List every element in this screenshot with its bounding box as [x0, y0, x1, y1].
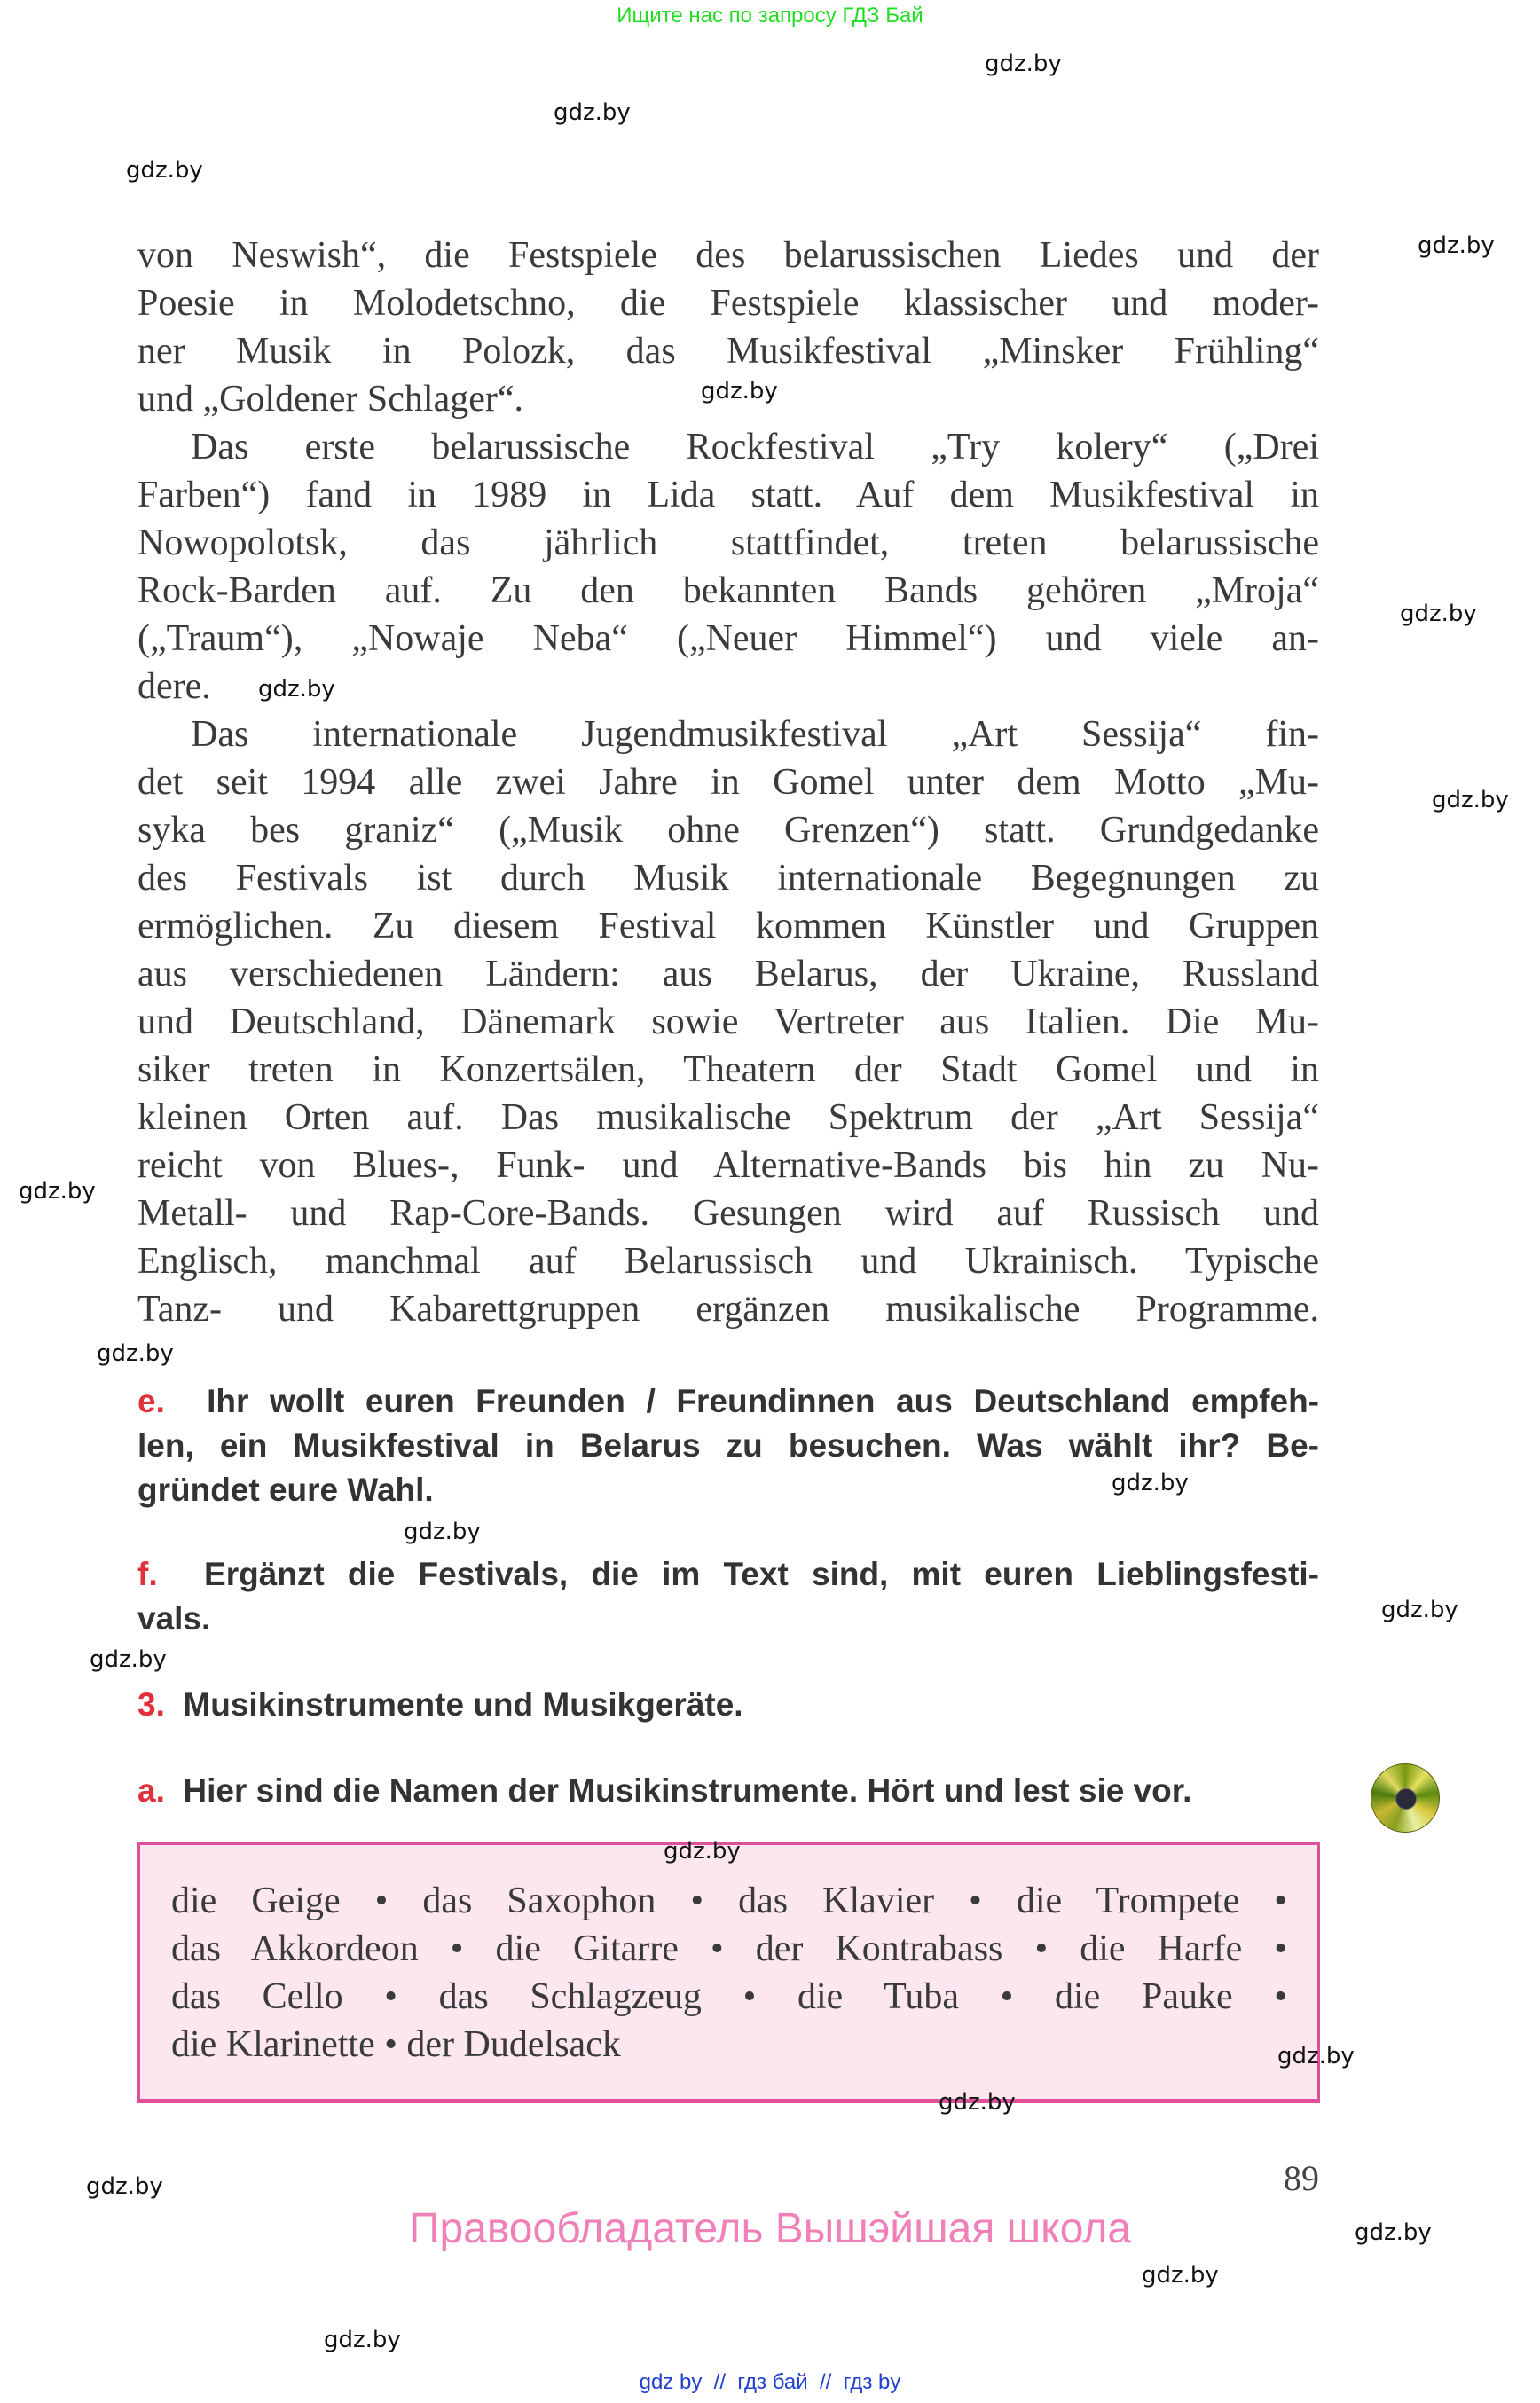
- text-line: siker treten in Konzertsälen, Theatern der Stadt Gomel und in: [138, 1049, 1319, 1090]
- paragraph-3: [138, 711, 1319, 1333]
- task-marker: f.: [138, 1556, 158, 1592]
- footer-links[interactable]: gdz by // гдз бай // гдз by: [639, 2370, 901, 2394]
- text-line: Das erste belarussische Rockfestival „Try kolery“ („Drei: [191, 427, 1319, 467]
- text-line: det seit 1994 alle zwei Jahre in Gomel unter dem Motto „Mu-: [138, 762, 1319, 803]
- text-line: („Traum“), „Nowaje Neba“ („Neuer Himmel“) und viele an-: [138, 618, 1319, 659]
- task-marker: a.: [138, 1772, 165, 1809]
- text-line: Metall- und Rap-Core-Bands. Gesungen wird auf Russisch und: [138, 1193, 1319, 1234]
- watermark: gdz.by: [19, 1178, 96, 1205]
- watermark: gdz.by: [258, 676, 335, 703]
- text-line: Nowopolotsk, das jährlich stattfindet, treten belarussische: [138, 522, 1319, 563]
- task-line: gründet eure Wahl.: [138, 1472, 434, 1508]
- section-title: Musikinstrumente und Musikgeräte.: [183, 1686, 743, 1723]
- watermark: gdz.by: [664, 1838, 741, 1865]
- watermark: gdz.by: [86, 2173, 163, 2200]
- instrument-vocabulary-box: [138, 1842, 1320, 2103]
- copyright-notice: Правообладатель Вышэйшая школа: [408, 2205, 1132, 2252]
- watermark: gdz.by: [1112, 1470, 1189, 1496]
- watermark: gdz.by: [985, 51, 1062, 77]
- watermark: gdz.by: [1381, 1597, 1458, 1623]
- cd-hole: [1395, 1788, 1417, 1810]
- instrument-list: [171, 1877, 1287, 2069]
- audio-cd-icon[interactable]: [1371, 1763, 1440, 1833]
- text-line: Tanz- und Kabarettgruppen ergänzen musikalische Programme.: [138, 1289, 1319, 1330]
- section-3-heading: [138, 1683, 1319, 1727]
- task-line: [138, 1552, 1319, 1597]
- watermark: gdz.by: [554, 99, 631, 126]
- text-line: Rock-Barden auf. Zu den bekannten Bands gehören „Mroja“: [138, 570, 1319, 611]
- text-line: des Festivals ist durch Musik internationale Begegnungen zu: [138, 858, 1319, 899]
- watermark: gdz.by: [1400, 601, 1477, 627]
- text-line: Farben“) fand in 1989 in Lida statt. Auf dem Musikfestival in: [138, 475, 1319, 515]
- instrument-line: die Geige • das Saxophon • das Klavier • die Trompete •: [171, 1881, 1287, 1921]
- task-marker: e.: [138, 1383, 165, 1419]
- watermark: gdz.by: [701, 378, 778, 404]
- text-line: aus verschiedenen Ländern: aus Belarus, der Ukraine, Russland: [138, 954, 1319, 994]
- section-marker: 3.: [138, 1686, 165, 1723]
- instrument-line: die Klarinette • der Dudelsack: [171, 2024, 621, 2065]
- watermark: gdz.by: [1432, 787, 1509, 813]
- watermark: gdz.by: [939, 2089, 1016, 2116]
- instrument-line: das Cello • das Schlagzeug • die Tuba • die Pauke •: [171, 1976, 1287, 2017]
- watermark: gdz.by: [404, 1519, 481, 1545]
- task-f: [138, 1552, 1319, 1641]
- text-line: syka bes graniz“ („Musik ohne Grenzen“) statt. Grundgedanke: [138, 810, 1319, 851]
- search-banner[interactable]: Ищите нас по запросу ГДЗ Бай: [617, 4, 923, 27]
- task-line: [138, 1379, 1319, 1424]
- text-line: und Deutschland, Dänemark sowie Vertreter aus Italien. Die Mu-: [138, 1001, 1319, 1042]
- text-line: dere.: [138, 666, 211, 707]
- paragraph-2: [138, 423, 1319, 711]
- task-line: vals.: [138, 1600, 211, 1637]
- instrument-line: das Akkordeon • die Gitarre • der Kontrabass • die Harfe •: [171, 1928, 1287, 1969]
- task-a: [138, 1769, 1319, 1813]
- text-line: ermöglichen. Zu diesem Festival kommen Künstler und Gruppen: [138, 906, 1319, 946]
- watermark: gdz.by: [1142, 2262, 1219, 2289]
- task-line: [138, 1769, 1319, 1813]
- watermark: gdz.by: [97, 1340, 174, 1367]
- watermark: gdz.by: [1418, 232, 1495, 259]
- text-line: Englisch, manchmal auf Belarussisch und Ukrainisch. Typische: [138, 1241, 1319, 1282]
- text-line: kleinen Orten auf. Das musikalische Spektrum der „Art Sessija“: [138, 1097, 1319, 1138]
- watermark: gdz.by: [90, 1646, 167, 1673]
- section-title-line: [138, 1683, 1319, 1727]
- watermark: gdz.by: [126, 157, 203, 184]
- text-line: und „Goldener Schlager“.: [138, 379, 523, 420]
- page-number: 89: [1284, 2158, 1319, 2198]
- watermark: gdz.by: [1277, 2043, 1355, 2069]
- text-line: Das internationale Jugendmusikfestival „Art Sessija“ fin-: [191, 714, 1319, 755]
- text-line: von Neswish“, die Festspiele des belarussischen Liedes und der: [138, 235, 1319, 276]
- text-line: ner Musik in Polozk, das Musikfestival „Minsker Frühling“: [138, 331, 1319, 372]
- task-line: len, ein Musikfestival in Belarus zu besuchen. Was wählt ihr? Be-: [138, 1427, 1319, 1464]
- watermark: gdz.by: [1355, 2219, 1432, 2246]
- task-text: Ergänzt die Festivals, die im Text sind, mit euren Lieblingsfesti-: [204, 1556, 1319, 1592]
- task-text: Ihr wollt euren Freunden / Freundinnen aus Deutschland empfeh-: [207, 1383, 1320, 1419]
- text-line: reicht von Blues-, Funk- und Alternative-Bands bis hin zu Nu-: [138, 1145, 1319, 1186]
- task-text: Hier sind die Namen der Musikinstrumente. Hört und lest sie vor.: [183, 1772, 1192, 1809]
- text-line: Poesie in Molodetschno, die Festspiele klassischer und moder-: [138, 283, 1319, 324]
- watermark: gdz.by: [324, 2327, 401, 2353]
